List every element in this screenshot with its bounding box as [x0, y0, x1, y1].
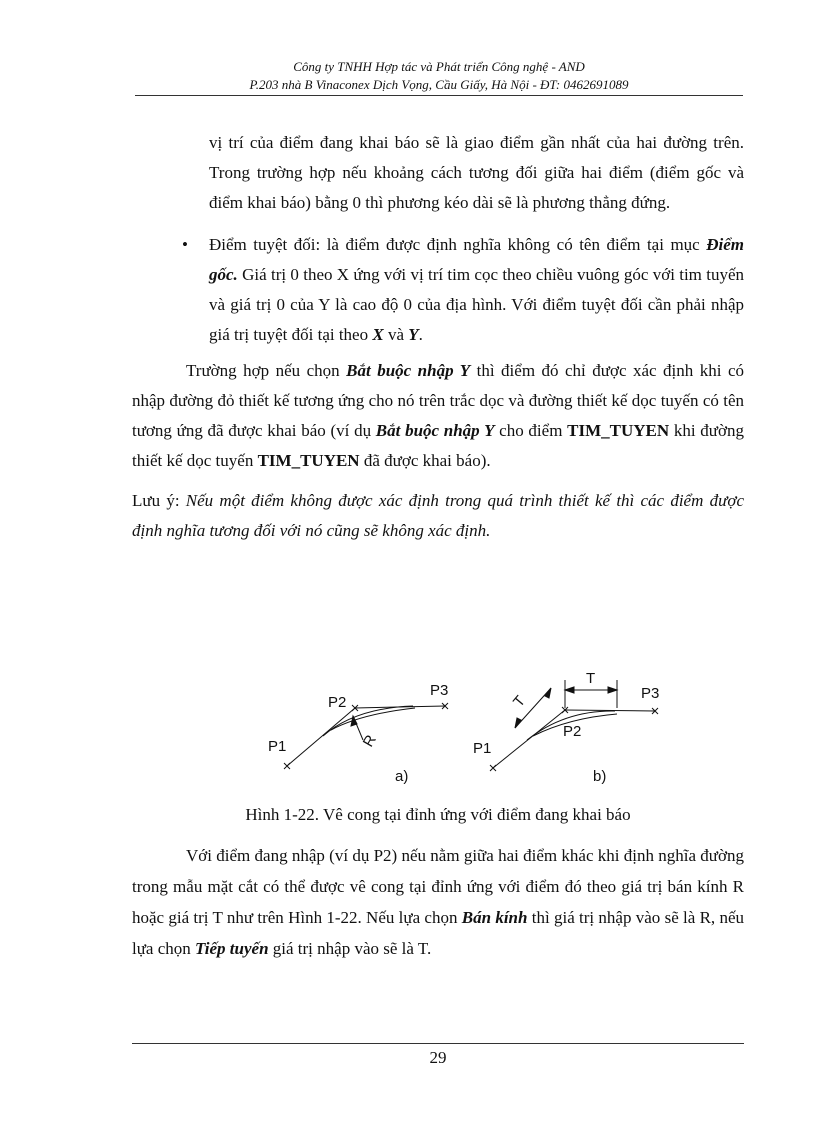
- diagram-a-p2-label: P2: [328, 694, 347, 711]
- figure-1-22: [265, 668, 685, 793]
- para1-term-4: TIM_TUYEN: [257, 451, 360, 470]
- bullet-term-y: Y: [408, 325, 419, 344]
- note-text: Nếu một điểm không được xác định trong quá trình thiết kế thì các điểm được định nghĩa tương đối với nó cũng sẽ không xác định.: [132, 491, 744, 540]
- main-content: [132, 128, 744, 546]
- figure-diagram: [265, 668, 685, 793]
- footer-divider: [132, 1043, 744, 1044]
- para2-text-3: giá trị nhập vào sẽ là T.: [268, 939, 432, 958]
- bullet-icon: •: [182, 235, 188, 254]
- diagram-b-t-top-arrow-right: [608, 687, 617, 693]
- diagram-a-p3-label: P3: [430, 682, 449, 699]
- note-label: Lưu ý:: [132, 491, 186, 510]
- bullet-item-absolute-point: [132, 230, 744, 350]
- header-address: P.203 nhà B Vinaconex Dịch Vọng, Cầu Giấy, Hà Nội - ĐT: 0462691089: [249, 77, 629, 92]
- para1-text-4: khi đường thiết kế dọc tuyến: [132, 421, 744, 470]
- bullet-text-4: .: [418, 325, 423, 344]
- diagram-b-t-top-label: T: [586, 670, 596, 687]
- page-number: 29: [429, 1048, 447, 1067]
- diagram-b-p1-label: P1: [473, 740, 492, 757]
- header-company: Công ty TNHH Hợp tác và Phát triển Công nghệ - AND: [293, 59, 585, 74]
- diagram-a-p1-mark: [284, 763, 290, 769]
- bullet-text-1: Điểm tuyệt đối: là điểm được định nghĩa không có tên điểm tại mục: [209, 235, 707, 254]
- bullet-text-2: Giá trị 0 theo X ứng với vị trí tim cọc theo chiều vuông góc với tim tuyến và giá trị 0 của Y là cao độ 0 của địa hình. Với điểm tuyệt đối cần phải nhập giá trị tuyệt đối tại theo: [209, 265, 744, 344]
- diagram-b-p2-label: P2: [563, 723, 582, 740]
- para1-text-3: cho điểm: [494, 421, 568, 440]
- para1-text-1: Trường hợp nếu chọn: [186, 361, 347, 380]
- diagram-a-line-p1-p2: [287, 708, 355, 766]
- main-content-2: [132, 840, 744, 964]
- diagram-a-r-label: R: [359, 732, 380, 750]
- paragraph-rounding: [132, 840, 744, 964]
- note-paragraph: [132, 486, 744, 546]
- para1-term-2: Bắt buộc nhập Y: [375, 421, 495, 440]
- diagram-b-t-side-label: T: [510, 692, 529, 711]
- para2-term-ban-kinh: Bán kính: [461, 908, 528, 927]
- paragraph-required-y: [132, 356, 744, 476]
- para2-text-2: thì giá trị nhập vào sẽ là R, nếu lựa chọn: [132, 908, 744, 958]
- figure-caption: Hình 1-22. Vê cong tại đỉnh ứng với điểm đang khai báo: [245, 805, 631, 824]
- para1-term-1: Bắt buộc nhập Y: [346, 361, 471, 380]
- continued-paragraph: vị trí của điểm đang khai báo sẽ là giao điểm gần nhất của hai đường trên. Trong trường hợp nếu khoảng cách tương đối giữa hai điểm (điểm gốc và điểm khai báo) bằng 0 thì phương kéo dài sẽ là phương thẳng đứng.: [209, 133, 744, 212]
- diagram-a-p1-label: P1: [268, 738, 287, 755]
- para2-text-1: Với điểm đang nhập (ví dụ P2) nếu nằm giữa hai điểm khác khi định nghĩa đường trong mẫu mặt cắt có thể được vê cong tại đỉnh ứng với điểm đó theo giá trị bán kính R hoặc giá trị T như trên Hình 1-22. Nếu lựa chọn: [132, 846, 744, 927]
- diagram-b-sublabel: b): [593, 768, 607, 785]
- diagram-a-radius-arrow: [351, 716, 357, 726]
- diagram-b-p1-mark: [490, 765, 496, 771]
- para1-text-2: thì điểm đó chỉ được xác định khi có nhập đường đỏ thiết kế tương ứng cho nó trên trắc dọc và đường thiết kế dọc tuyến có tên tương ứng đã được khai báo (ví dụ: [132, 361, 744, 440]
- bullet-text-3: và: [383, 325, 409, 344]
- header-divider: [135, 95, 743, 96]
- page-header: [135, 58, 743, 94]
- diagram-a-sublabel: a): [395, 768, 409, 785]
- para1-text-5: đã được khai báo).: [359, 451, 491, 470]
- diagram-b-t-top-arrow-left: [565, 687, 574, 693]
- bullet-term-diem-goc: Điểm gốc.: [209, 235, 744, 284]
- para2-term-tiep-tuyen: Tiếp tuyến: [195, 939, 269, 958]
- bullet-term-x: X: [372, 325, 384, 344]
- diagram-b-p3-label: P3: [641, 685, 660, 702]
- para1-term-3: TIM_TUYEN: [567, 421, 670, 440]
